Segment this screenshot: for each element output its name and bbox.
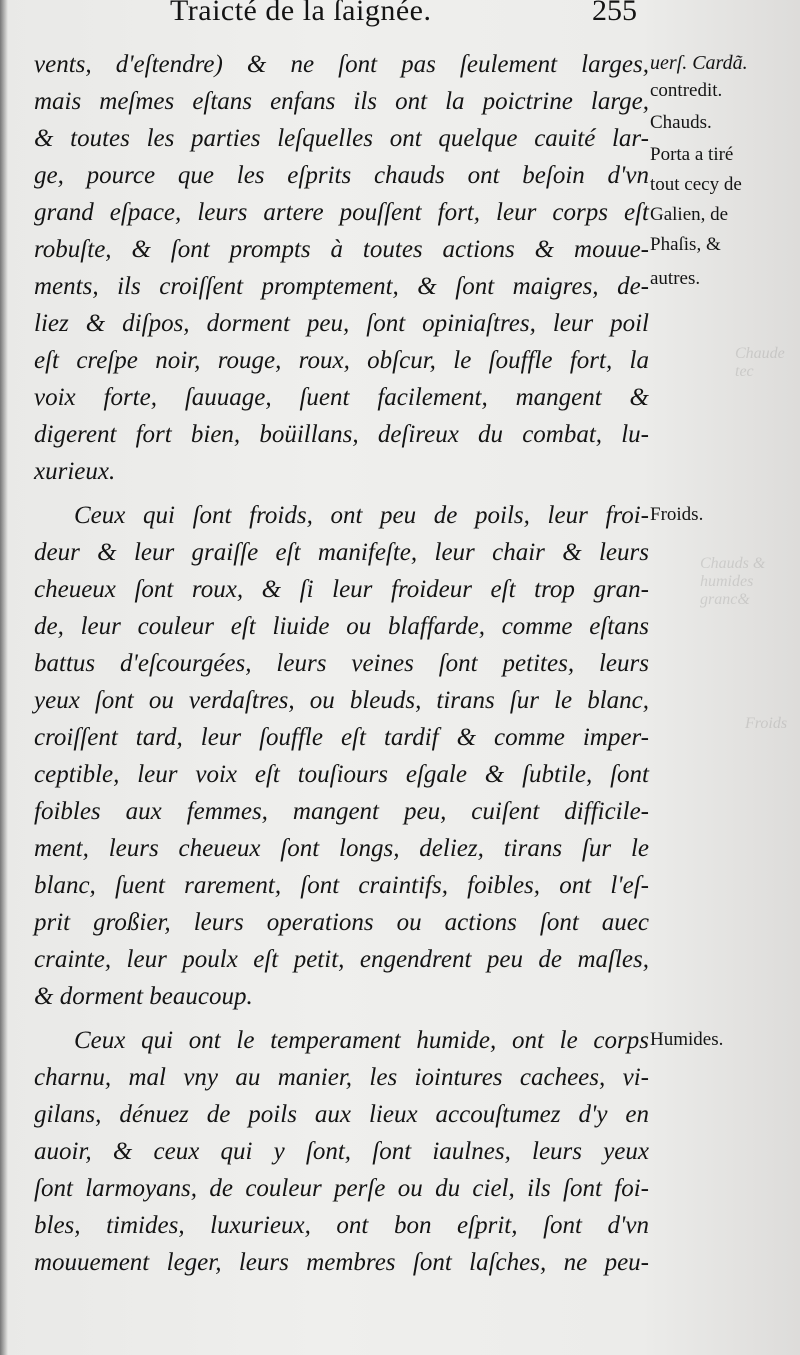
text-line: ment, leurs cheueux ſont longs, deliez, tirans ſur le [34, 835, 649, 862]
text-line: gilans, dénuez de poils aux lieux accouſtumez d'y en [34, 1101, 649, 1128]
text-line: xurieux. [34, 458, 116, 485]
text-line: blanc, ſuent rarement, ſont craintifs, foibles, ont l'eſ- [34, 872, 649, 899]
text-line: liez & diſpos, dorment peu, ſont opiniaſtres, leur poil [34, 310, 649, 337]
text-line: digerent fort bien, boüillans, deſireux du combat, lu- [34, 421, 649, 448]
text-line: robuſte, & ſont prompts à toutes actions & mouue- [34, 236, 649, 263]
text-line: yeux ſont ou verdaſtres, ou bleuds, tirans ſur le blanc, [34, 687, 649, 714]
page-header [0, 0, 800, 38]
bleed-through-text: Chaude tec [735, 345, 785, 380]
text-line: bles, timides, luxurieux, ont bon eſprit, ſont d'vn [34, 1212, 649, 1239]
paragraph-start-line: Ceux qui ſont froids, ont peu de poils, leur froi- [74, 502, 649, 529]
margin-note: Humides. [650, 1029, 724, 1050]
margin-note: uerſ. Cardã. [650, 52, 748, 74]
text-line: vents, d'eſtendre) & ne ſont pas ſeulement larges, [34, 51, 649, 78]
text-line: ceptible, leur voix eſt touſiours eſgale & ſubtile, ſont [34, 761, 649, 788]
text-line: voix forte, ſauuage, ſuent facilement, mangent & [34, 384, 649, 411]
margin-note: Porta a tiré [650, 144, 734, 165]
text-line: crainte, leur poulx eſt petit, engendrent peu de maſles, [34, 946, 649, 973]
text-line: de, leur couleur eſt liuide ou blaffarde, comme eſtans [34, 613, 649, 640]
text-line: cheueux ſont roux, & ſi leur froideur eſt trop gran- [34, 576, 649, 603]
margin-note: Phaſis, & [650, 234, 721, 255]
text-line: & dorment beaucoup. [34, 983, 253, 1010]
paragraph-start-line: Ceux qui ont le temperament humide, ont le corps [74, 1027, 649, 1054]
running-title: Traicté de la ſaignée. [170, 0, 432, 27]
text-line: deur & leur graiſſe eſt manifeſte, leur chair & leurs [34, 539, 649, 566]
text-line: charnu, mal vny au manier, les iointures cachees, vi- [34, 1064, 649, 1091]
bleed-through-text: Chauds & humides granc& [700, 555, 766, 608]
page-number: 255 [592, 0, 637, 27]
text-line: & toutes les parties leſquelles ont quelque cauité lar- [34, 125, 649, 152]
text-line: croiſſent tard, leur ſouffle eſt tardif & comme imper- [34, 724, 649, 751]
text-line: prit großier, leurs operations ou actions ſont auec [34, 909, 649, 936]
margin-note: tout cecy de [650, 174, 742, 195]
margin-note: Galien, de [650, 204, 729, 225]
text-line: foibles aux femmes, mangent peu, cuiſent difficile- [34, 798, 649, 825]
bleed-through-text: Froids [745, 715, 788, 732]
margin-note: Chauds. [650, 112, 712, 133]
text-line: mouuement leger, leurs membres ſont laſches, ne peu- [34, 1249, 649, 1276]
text-line: auoir, & ceux qui y ſont, ſont iaulnes, leurs yeux [34, 1138, 649, 1165]
text-line: grand eſpace, leurs artere pouſſent fort, leur corps eſt [34, 199, 649, 226]
text-line: ments, ils croiſſent promptement, & ſont maigres, de- [34, 273, 649, 300]
text-line: ſont larmoyans, de couleur perſe ou du ciel, ils ſont foi- [34, 1175, 649, 1202]
margin-note: autres. [650, 268, 701, 289]
page-edge-shadow [0, 0, 8, 1355]
text-line: eſt creſpe noir, rouge, roux, obſcur, le ſouffle fort, la [34, 347, 649, 374]
margin-note: Froids. [650, 504, 704, 525]
text-line: ge, pource que les eſprits chauds ont beſoin d'vn [34, 162, 649, 189]
text-line: mais meſmes eſtans enfans ils ont la poictrine large, [34, 88, 649, 115]
margin-note: contredit. [650, 80, 723, 101]
text-line: battus d'eſcourgées, leurs veines ſont petites, leurs [34, 650, 649, 677]
